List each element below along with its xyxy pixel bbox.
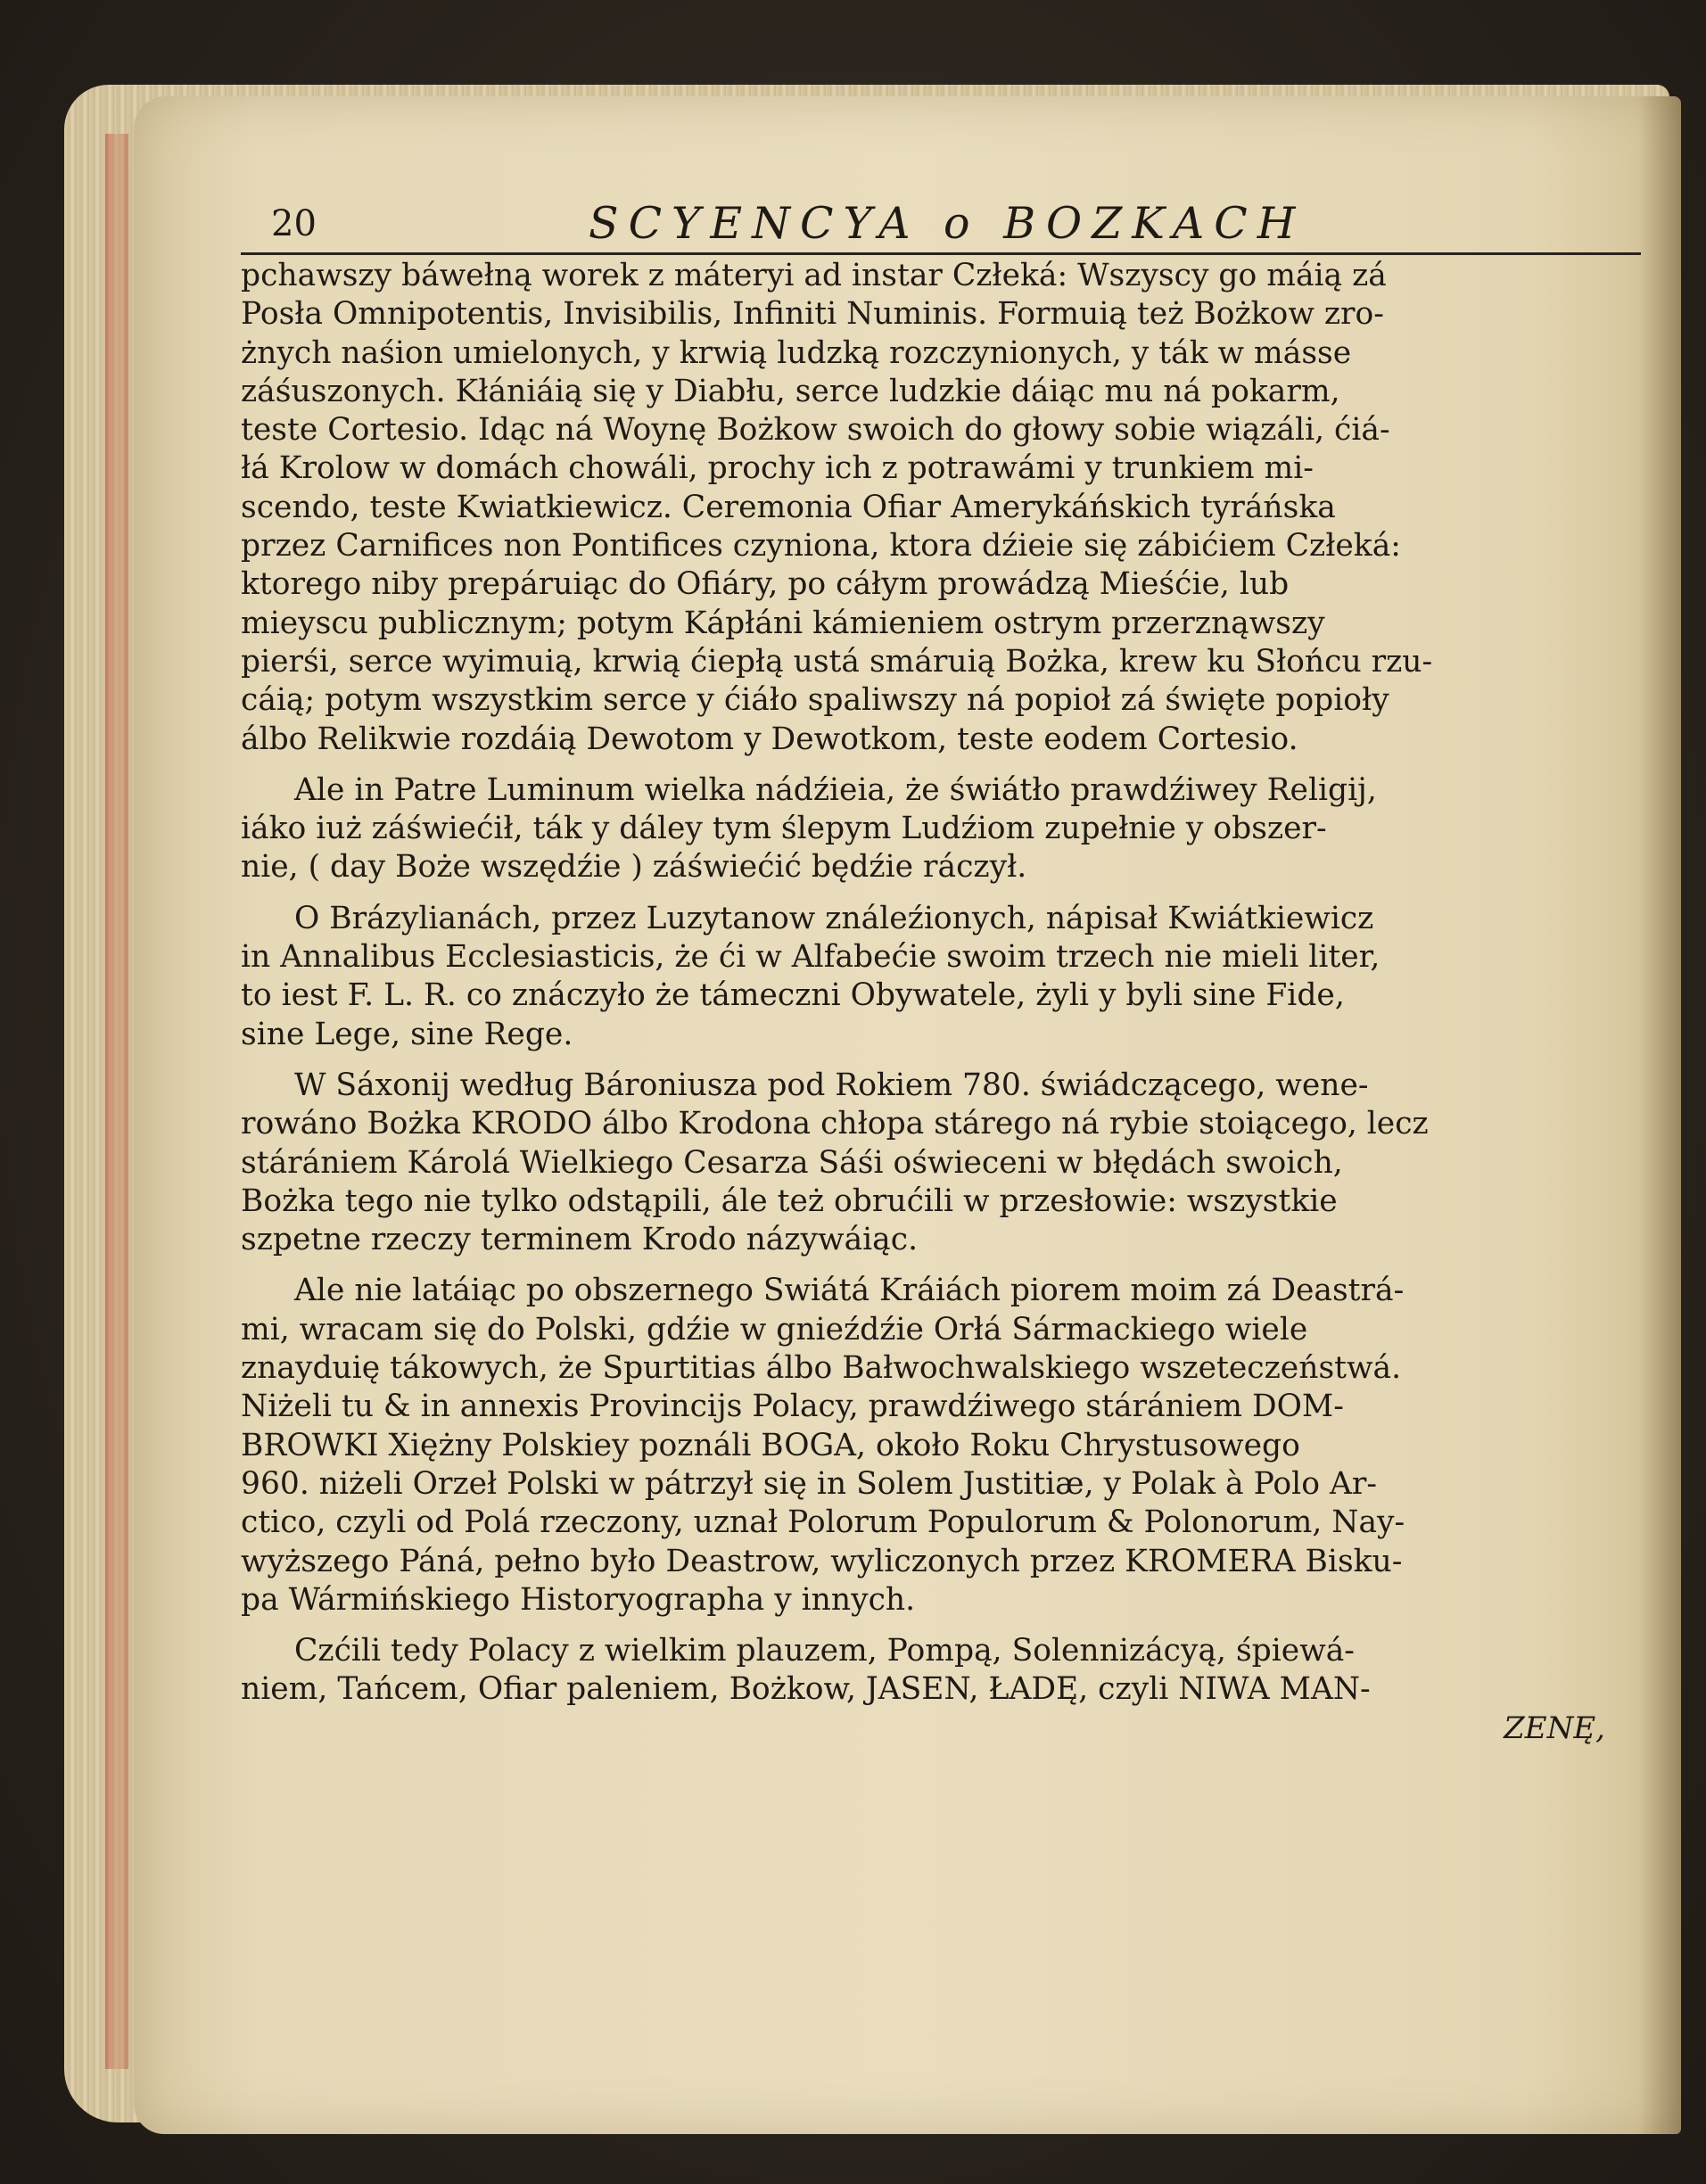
text-line: Ale nie latáiąc po obszernego Swiátá Kráiách piorem moim zá Deastrá- [294,1273,1405,1309]
paragraph [241,900,1641,1054]
body-text [241,255,1641,1748]
text-line: O Brázylianách, przez Luzytanow ználeźionych, nápisał Kwiátkiewicz [294,900,1374,936]
text-line: pchawszy báwełną worek z máteryi ad instar Człeká: Wszyscy go máią zá [241,258,1387,293]
text-line: sine Lege, sine Rege. [241,1016,573,1052]
text-line: rowáno Bożka KRODO álbo Krodona chłopa stárego ná rybie stoiącego, lecz [241,1106,1429,1142]
paragraph [241,1272,1641,1619]
text-line: Bożka tego nie tylko odstąpili, ále też obrućili w przesłowie: wszystkie [241,1183,1338,1219]
text-line: Posła Omnipotentis, Invisibilis, Infiniti Numinis. Formuią też Bożkow zro- [241,296,1384,333]
page-header [241,198,1641,255]
text-line: scendo, teste Kwiatkiewicz. Ceremonia Ofiar Amerykáńskich tyráńska [241,489,1336,525]
page-text [241,198,1641,1748]
text-line: niem, Tańcem, Ofiar paleniem, Bożkow, JASEN, ŁADĘ, czyli NIWA MAN- [241,1671,1371,1708]
paragraph [241,1632,1641,1710]
text-line: przez Carnifices non Pontifices czyniona, ktora dźieie się zábićiem Człeká: [241,528,1401,565]
text-line: mi, wracam się do Polski, gdźie w gnieźdźie Orłá Sármackiego wiele [241,1311,1308,1347]
paragraph [241,1067,1641,1259]
text-line: żnych naśion umielonych, y krwią ludzką rozczynionych, y ták w másse [241,334,1352,371]
catchword: ZENĘ, [1504,1710,1605,1746]
text-line: álbo Relikwie rozdáią Dewotom y Dewotkom, teste eodem Cortesio. [241,721,1298,757]
text-line: BROWKI Xiężny Polskiey poználi BOGA, około Roku Chrystusowego [241,1427,1300,1463]
text-line: to iest F. L. R. co znáczyło że támeczni Obywatele, żyli y byli sine Fide, [241,977,1345,1014]
text-line: znayduię tákowych, że Spurtitias álbo Bałwochwalskiego wszeteczeństwá. [241,1350,1402,1387]
text-line: pa Wármińskiego Historyographa y innych. [241,1581,916,1618]
text-line: szpetne rzeczy terminem Krodo názywáiąc. [241,1222,919,1258]
running-title: SCYENCYA o BOZKACH [589,198,1306,249]
text-line: Niżeli tu & in annexis Provincijs Polacy, prawdźiwego stárániem DOM- [241,1389,1344,1425]
binding-gutter [1638,96,1681,2134]
text-line: nie, ( day Boże wszędźie ) záświećić będźie ráczył. [241,849,1027,886]
text-line: pierśi, serce wyimuią, krwią ćiepłą ustá smáruią Bożka, krew ku Słońcu rzu- [241,643,1433,680]
text-line: ctico, czyli od Polá rzeczony, uznał Polorum Populorum & Polonorum, Nay- [241,1504,1405,1541]
text-line: stárániem Károlá Wielkiego Cesarza Sáśi oświeceni w błędách swoich, [241,1144,1343,1181]
text-line: łá Krolow w domách chowáli, prochy ich z potrawámi y trunkiem mi- [241,450,1314,487]
paragraph [241,771,1641,887]
text-line: záśuszonych. Kłániáią się y Diabłu, serce ludzkie dáiąc mu ná pokarm, [241,373,1340,409]
text-line: wyższego Páná, pełno było Deastrow, wyliczonych przez KROMERA Bisku- [241,1543,1403,1579]
text-line: iáko iuż záświećił, ták y dáley tym ślepym Ludźiom zupełnie y obszer- [241,811,1327,847]
red-edge-stain [105,134,128,2069]
text-line: W Sáxonij według Bároniusza pod Rokiem 780. świádczącego, wene- [294,1067,1369,1103]
text-line: Ale in Patre Luminum wielka nádźieia, że świátło prawdźiwey Religij, [294,771,1377,808]
text-line: in Annalibus Ecclesiasticis, że ći w Alfabećie swoim trzech nie mieli liter, [241,939,1380,976]
text-line: 960. niżeli Orzeł Polski w pátrzył się in Solem Justitiæ, y Polak à Polo Ar- [241,1465,1378,1502]
page-number: 20 [271,203,317,244]
paragraph [241,257,1641,759]
text-line: teste Cortesio. Idąc ná Woynę Bożkow swoich do głowy sobie wiązáli, ćiá- [241,412,1390,449]
text-line: mieyscu publicznym; potym Kápłáni kámieniem ostrym przerznąwszy [241,605,1325,641]
text-line: Czćili tedy Polacy z wielkim plauzem, Pompą, Solennizácyą, śpiewá- [294,1633,1355,1669]
text-line: ktorego niby prepáruiąc do Ofiáry, po cáłym prowádzą Mieśćie, lub [241,566,1290,603]
text-line: cáią; potym wszystkim serce y ćiáło spaliwszy ná popioł zá święte popioły [241,682,1389,719]
